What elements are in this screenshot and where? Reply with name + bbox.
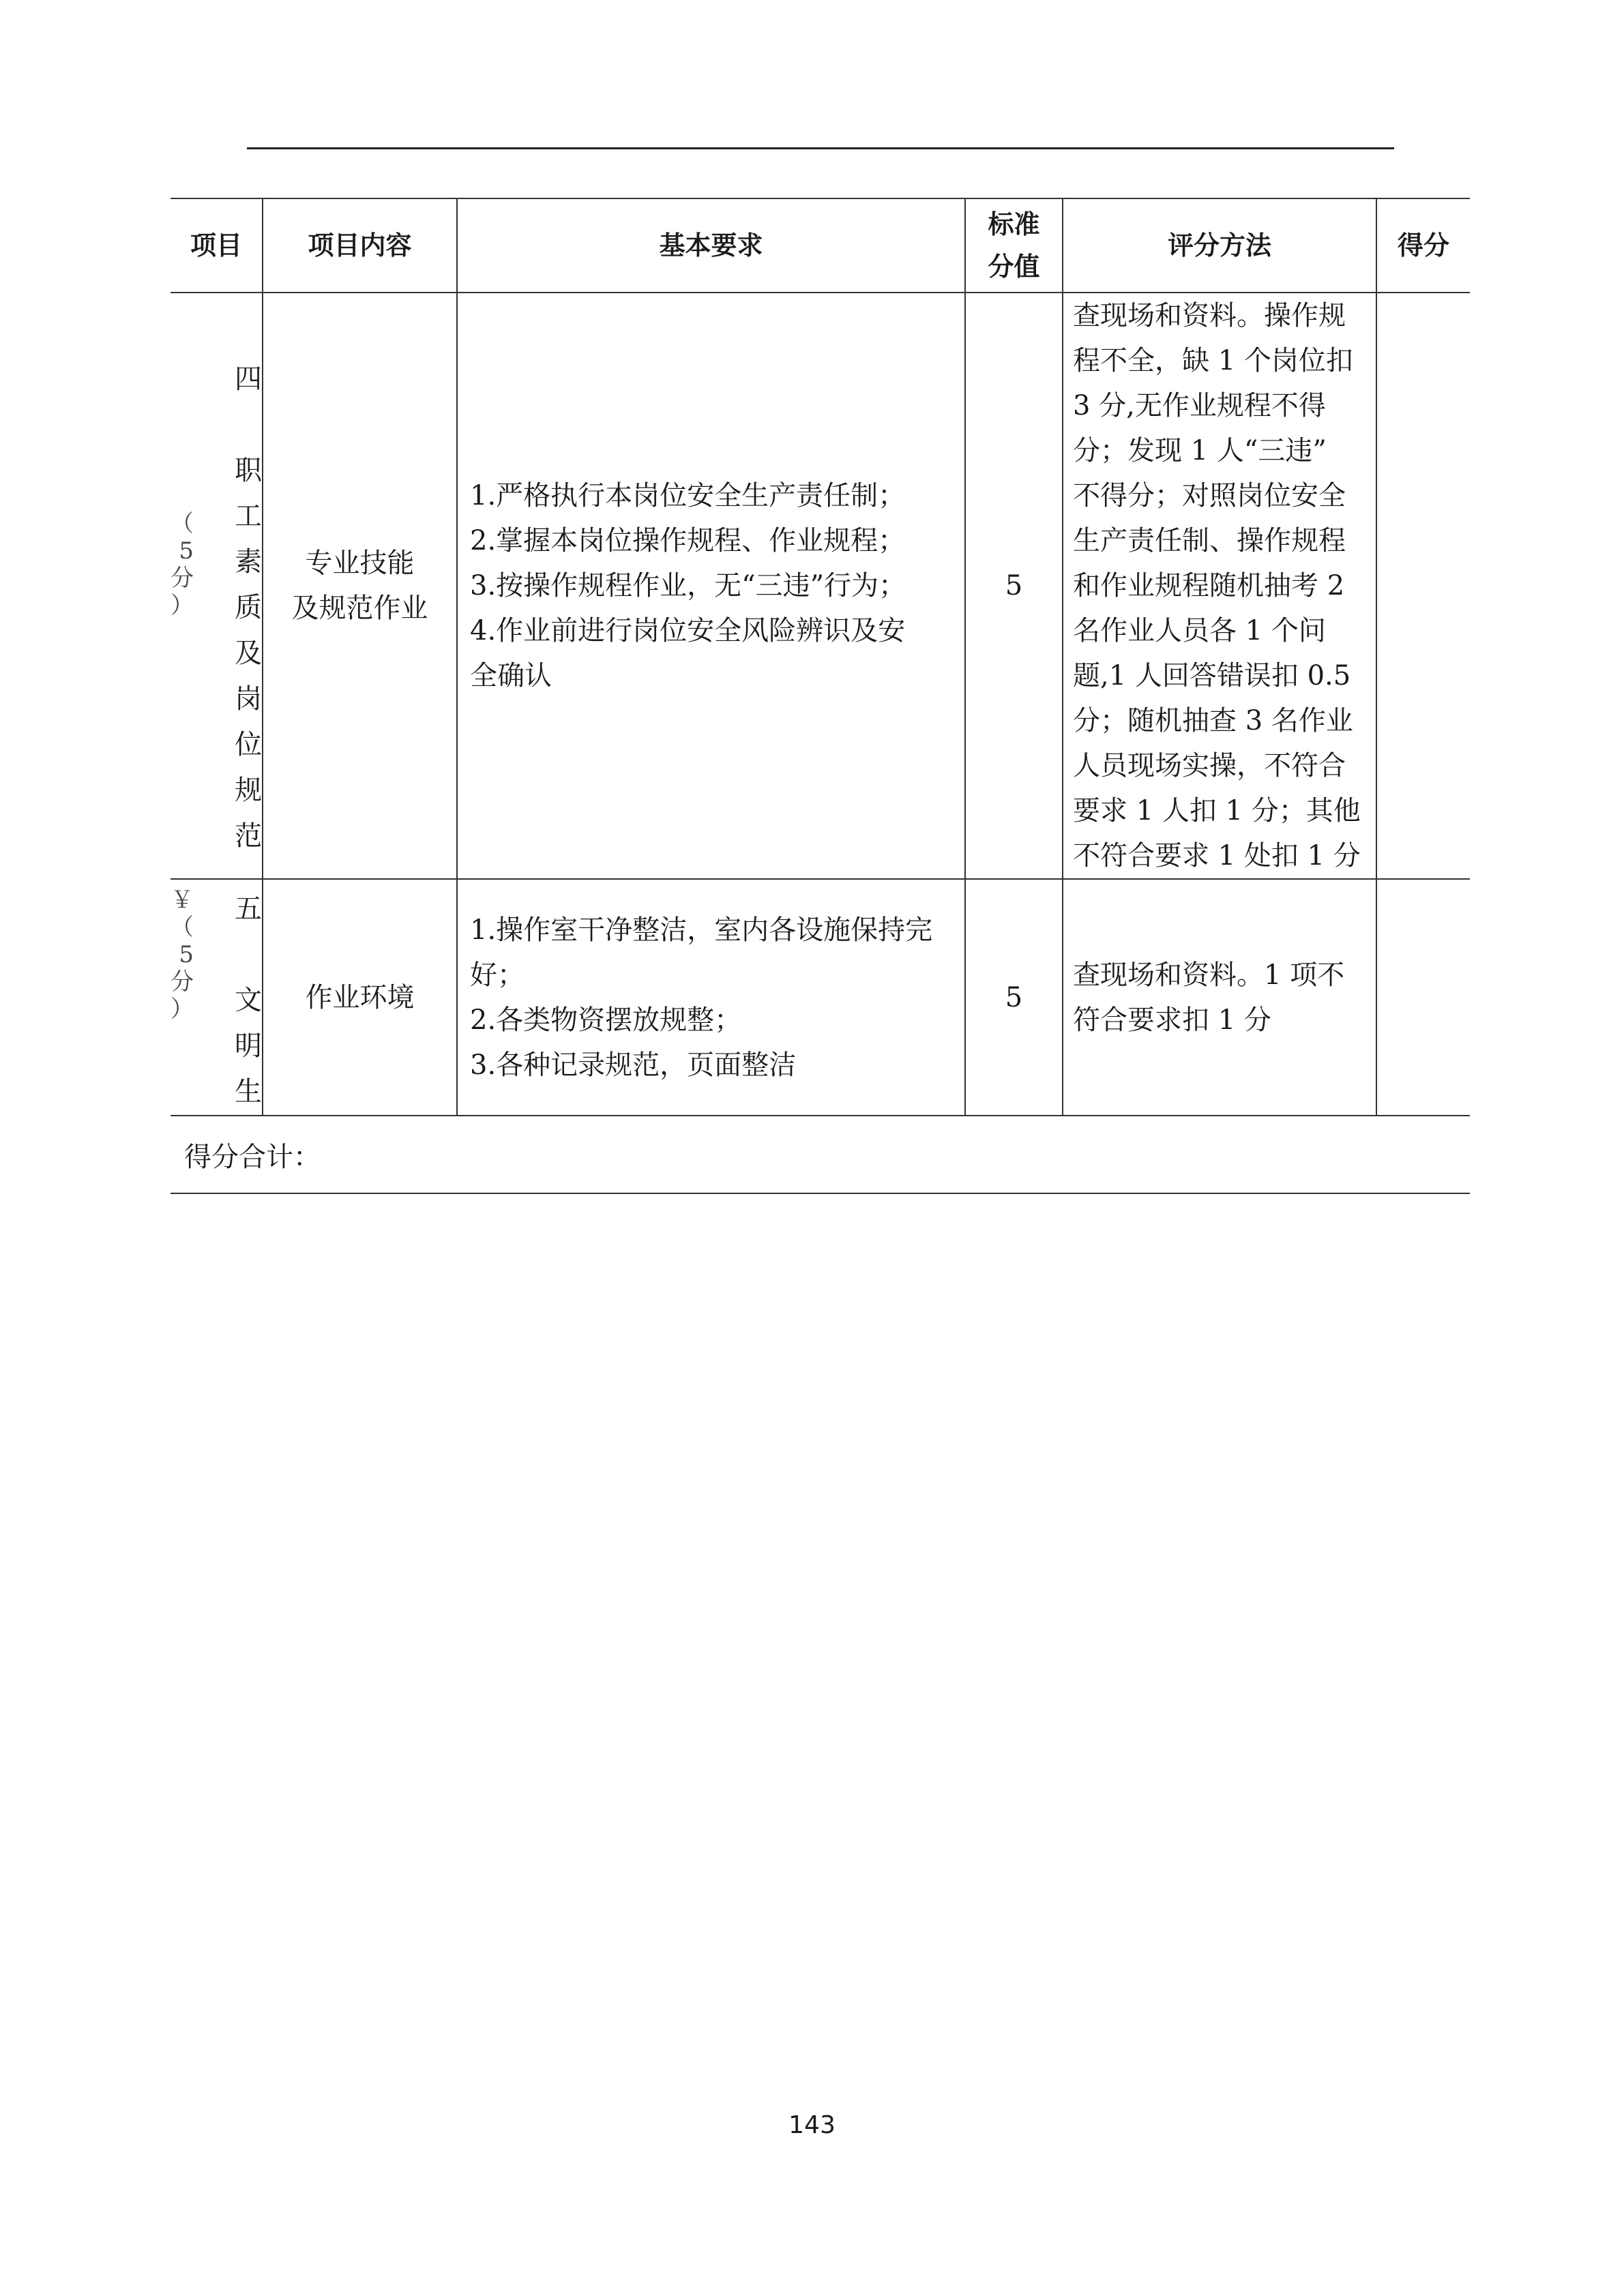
header-project: 项目 (171, 198, 263, 293)
obtained-score-cell[interactable] (1376, 293, 1470, 879)
total-row (171, 1116, 1470, 1193)
page-number: 143 (788, 2111, 836, 2139)
requirement-line: 好； (470, 959, 525, 991)
method-line: 不符合要求 1 处扣 1 分 (1073, 840, 1361, 871)
method-cell (1063, 293, 1376, 879)
obtained-score-cell[interactable] (1376, 879, 1470, 1116)
method-line: 查现场和资料。操作规 (1073, 300, 1346, 331)
requirement-line: 全确认 (470, 660, 552, 691)
total-score-cell[interactable] (171, 1116, 1470, 1193)
header-score: 得分 (1376, 198, 1470, 293)
requirement-line: 1.严格执行本岗位安全生产责任制； (470, 480, 906, 511)
method-line: 不得分；对照岗位安全 (1073, 480, 1346, 511)
method-line: 3 分,无作业规程不得 (1073, 390, 1326, 421)
table-header-row (171, 198, 1470, 293)
header-standard-line2: 分值 (988, 252, 1040, 282)
project-title-vertical: 四 职 工 素 质 及 岗 位 规 范 (235, 363, 262, 852)
standard-score-cell: 5 (965, 879, 1063, 1116)
header-requirements: 基本要求 (457, 198, 965, 293)
method-line: 名作业人员各 1 个问 (1073, 615, 1326, 646)
content-cell: 作业环境 (263, 879, 457, 1116)
standard-score-cell: 5 (965, 293, 1063, 879)
method-cell (1063, 879, 1376, 1116)
requirement-line: 4.作业前进行岗位安全风险辨识及安 (470, 615, 906, 646)
method-line: 要求 1 人扣 1 分；其他 (1073, 795, 1361, 826)
header-method: 评分方法 (1063, 198, 1376, 293)
project-score-vertical: ￥ （ 5 分 ） (171, 886, 194, 1023)
header-standard (965, 198, 1063, 293)
method-line: 人员现场实操，不符合 (1073, 750, 1346, 781)
method-line: 程不全，缺 1 个岗位扣 (1073, 345, 1353, 376)
project-title-vertical: 五 文 明 生 (235, 893, 262, 1107)
header-content: 项目内容 (263, 198, 457, 293)
method-line: 查现场和资料。1 项不 (1073, 959, 1345, 991)
requirement-line: 2.掌握本岗位操作规程、作业规程； (470, 525, 906, 556)
method-line: 符合要求扣 1 分 (1073, 1004, 1271, 1036)
requirement-line: 2.各类物资摆放规整； (470, 1004, 742, 1036)
method-line: 分；随机抽查 3 名作业 (1073, 705, 1353, 736)
project-cell (171, 293, 263, 879)
header-standard-line1: 标准 (988, 209, 1040, 239)
requirements-cell (457, 293, 965, 879)
requirements-cell (457, 879, 965, 1116)
method-line: 生产责任制、操作规程 (1073, 525, 1346, 556)
content-cell: 专业技能 及规范作业 (263, 293, 457, 879)
method-line: 和作业规程随机抽考 2 (1073, 570, 1345, 601)
method-line: 题,1 人回答错误扣 0.5 (1073, 660, 1351, 691)
header-rule (247, 147, 1394, 149)
requirement-line: 3.按操作规程作业，无“三违”行为； (470, 570, 906, 601)
requirement-line: 1.操作室干净整洁，室内各设施保持完 (470, 914, 933, 946)
table-row (171, 293, 1470, 879)
requirement-line: 3.各种记录规范，页面整洁 (470, 1049, 797, 1081)
scoring-table (171, 198, 1470, 1194)
total-label: 得分合计： (184, 1141, 321, 1173)
project-score-vertical: （ 5 分 ） (171, 510, 194, 619)
table-row (171, 879, 1470, 1116)
project-cell (171, 879, 263, 1116)
method-line: 分；发现 1 人“三违” (1073, 435, 1327, 466)
